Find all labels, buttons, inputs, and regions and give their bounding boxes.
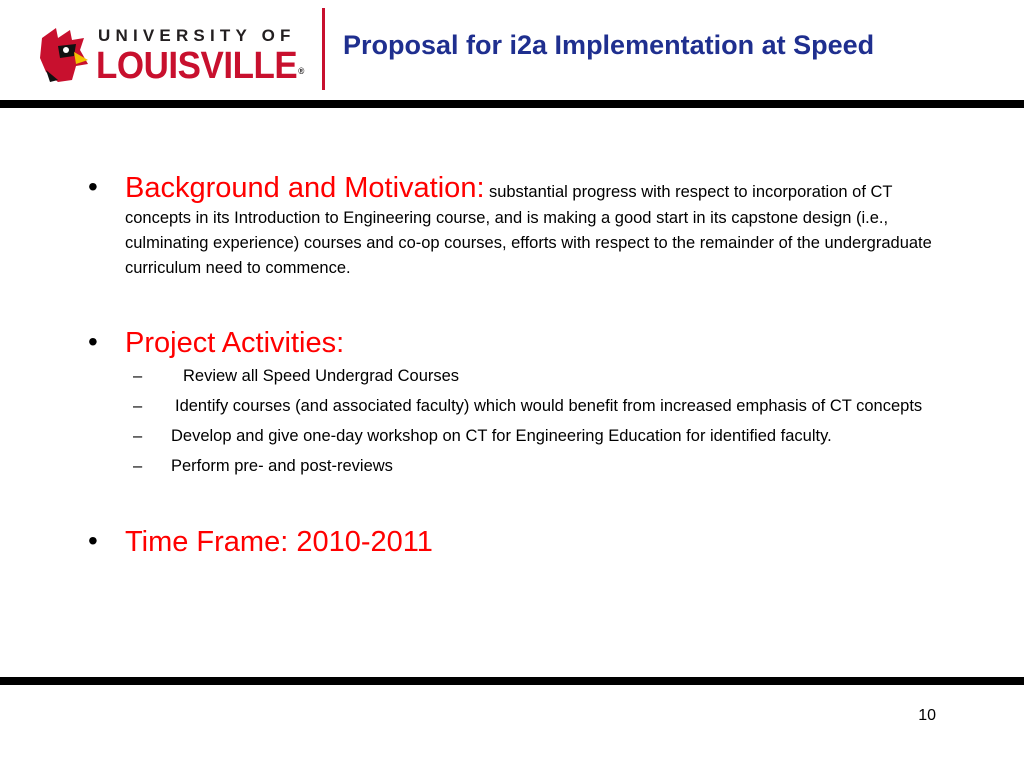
bullet-heading: Time Frame: 2010-2011 [125, 526, 433, 558]
logo-registered-mark: ® [298, 66, 304, 76]
bullet-background [88, 170, 948, 281]
logo-university-of: UNIVERSITY OF [98, 26, 296, 45]
bullet-dot: • [88, 525, 98, 556]
list-item-text: Identify courses (and associated faculty) which would benefit from increased emphasis of CT concepts [175, 397, 923, 415]
university-logo [36, 22, 304, 88]
bullet-time-frame [88, 524, 948, 560]
list-item: – Develop and give one-day workshop on CT for Engineering Education for identified faculty. [133, 427, 832, 445]
list-item: – Perform pre- and post-reviews [133, 457, 393, 475]
list-item: – Identify courses (and associated faculty) which would benefit from increased emphasis of CT concepts [133, 397, 923, 415]
bullet-project-activities [88, 325, 948, 361]
logo-louisville-text: LOUISVILLE [96, 45, 298, 87]
top-black-rule [0, 100, 1024, 108]
page-number: 10 [918, 707, 936, 724]
logo-louisville [96, 47, 304, 85]
bullet-dot: • [88, 326, 98, 357]
list-item: – Review all Speed Undergrad Courses [133, 367, 460, 385]
slide-title: Proposal for i2a Implementation at Speed [343, 30, 875, 60]
bullet-heading: Project Activities: [125, 327, 345, 359]
bottom-black-rule [0, 677, 1024, 685]
bullet-dot: • [88, 171, 98, 202]
header-red-divider [322, 8, 325, 90]
list-item-text: Perform pre- and post-reviews [171, 457, 393, 475]
slide-content [88, 170, 948, 560]
bullet-heading: Background and Motivation: [125, 172, 485, 204]
list-item-text: Develop and give one-day workshop on CT for Engineering Education for identified faculty. [171, 427, 832, 445]
activities-list [88, 364, 948, 478]
cardinal-head-icon [36, 24, 92, 86]
bullet-body: substantial progress with respect to incorporation of CT concepts in its Introduction to Engineering course, and is making a good start in its capstone design (i.e., culminating experience) courses and co-op courses, efforts with respect to the remainder of the undergraduate curriculum need to commence. [125, 183, 932, 277]
list-item-text: Review all Speed Undergrad Courses [183, 367, 460, 385]
